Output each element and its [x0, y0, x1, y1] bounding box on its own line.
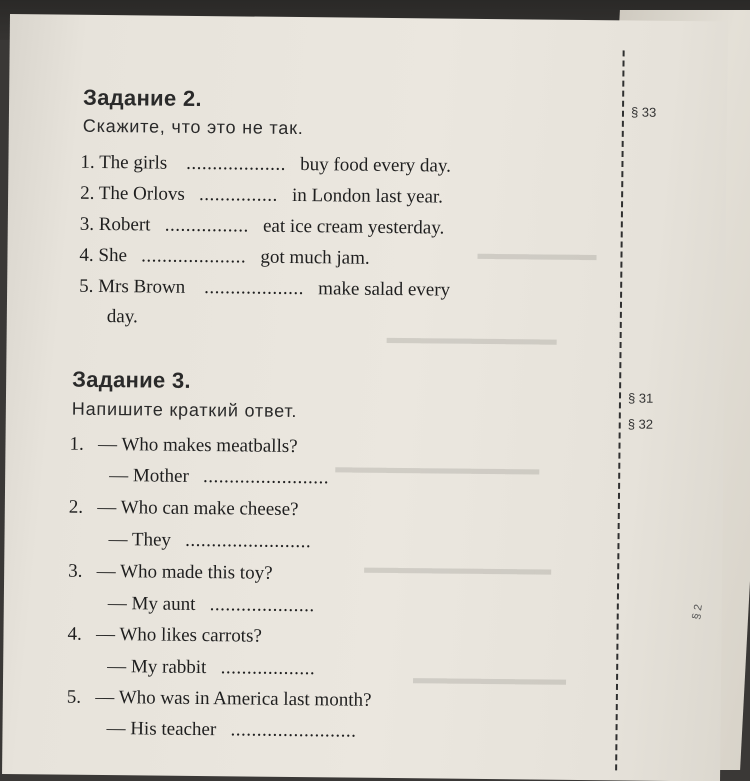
task3-paragraph-ref-1: § 31 [627, 390, 654, 406]
answer-blank: ............... [198, 183, 278, 206]
task3-answer-1: — Mother ........................ [109, 465, 330, 489]
answer-blank: ........................ [230, 719, 357, 742]
task2-item-5: 5. Mrs Brown ................... make salad every [79, 275, 451, 301]
task2-item-4: 4. She .................... got much jam. [79, 244, 370, 269]
task3-question-4: 4. — Who likes carrots? [67, 623, 262, 647]
task3-instruction: Напишите краткий ответ. [71, 398, 298, 422]
curled-page-paragraph-ref: § 2 [690, 603, 705, 621]
task3-answer-5: — His teacher ........................ [106, 718, 357, 742]
bleed-through-4: ▬▬▬▬▬▬▬▬▬▬▬ [364, 557, 552, 579]
task2-instruction: Скажите, что это не так. [82, 115, 304, 139]
bleed-through-5: ▬▬▬▬▬▬▬▬▬ [412, 668, 567, 689]
task2-item-1: 1. The girls ................... buy food every day. [80, 151, 452, 177]
bleed-through-1: ▬▬▬▬▬▬▬ [477, 243, 597, 265]
task3-title: Задание 3. [72, 366, 192, 393]
answer-blank: ........................ [185, 529, 312, 553]
task2-item-2: 2. The Orlovs ............... in London last year. [80, 182, 444, 208]
task2-item-3: 3. Robert ................ eat ice cream yesterday. [79, 213, 445, 239]
task3-paragraph-ref-2: § 32 [627, 416, 654, 432]
answer-blank: ................... [186, 152, 287, 175]
task3-question-2: 2. — Who can make cheese? [68, 496, 299, 521]
task3-answer-3: — My aunt .................... [107, 593, 315, 617]
answer-blank: .................... [209, 594, 315, 617]
answer-blank: .................... [141, 245, 247, 268]
task2-item-5-continuation: day. [106, 306, 138, 328]
task3-answer-4: — My rabbit .................. [107, 656, 316, 680]
task3-question-1: 1. — Who makes meatballs? [69, 433, 298, 458]
workbook-page [2, 14, 728, 781]
answer-blank: ................ [164, 214, 249, 237]
bleed-through-3: ▬▬▬▬▬▬▬▬▬▬▬▬ [335, 457, 540, 479]
margin-dashed-line [615, 50, 625, 770]
answer-blank: ........................ [202, 466, 330, 489]
answer-blank: .................. [220, 657, 316, 680]
task2-paragraph-ref: § 33 [630, 104, 657, 120]
task2-title: Задание 2. [83, 84, 202, 112]
task3-question-3: 3. — Who made this toy? [68, 560, 273, 584]
bleed-through-2: ▬▬▬▬▬▬▬▬▬▬ [386, 327, 557, 349]
task3-question-5: 5. — Who was in America last month? [66, 686, 372, 711]
task3-answer-2: — They ........................ [108, 529, 312, 553]
answer-blank: ................... [204, 277, 305, 300]
